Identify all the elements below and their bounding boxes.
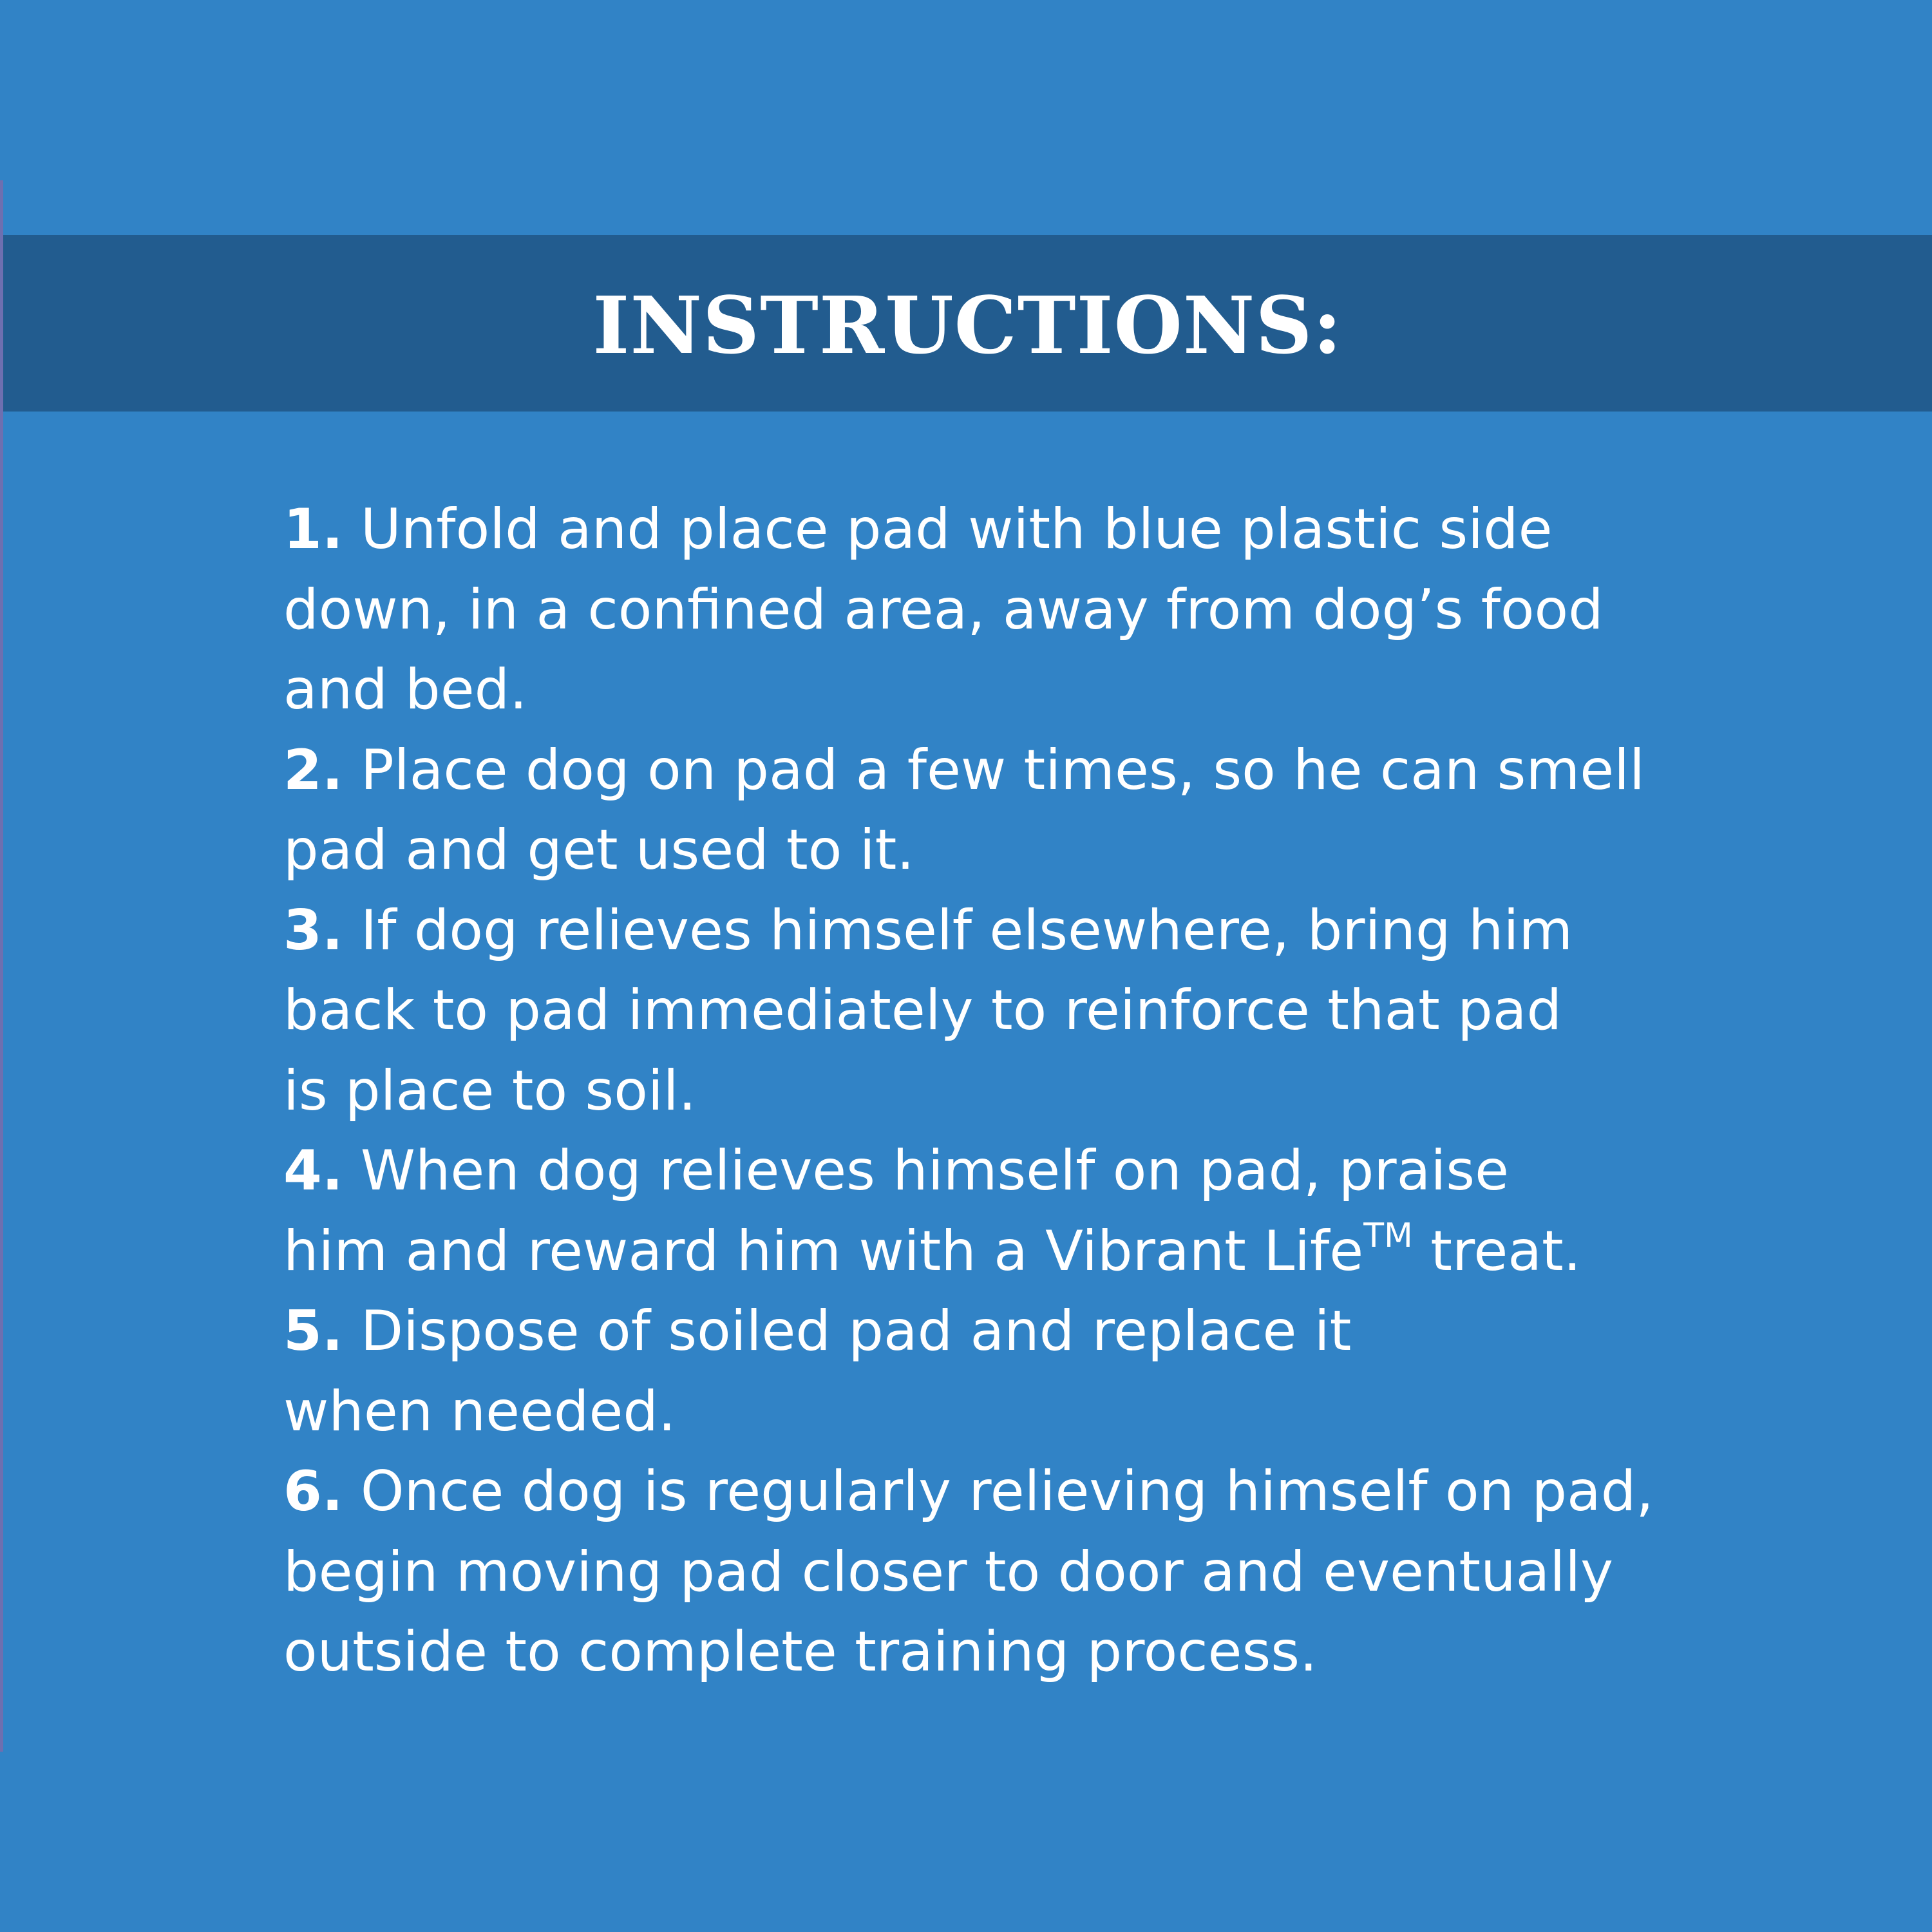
step-5-number: 5. xyxy=(283,1299,343,1363)
step-3-line-1 xyxy=(283,891,1700,971)
step-4-text-2: him and reward him with a Vibrant Life xyxy=(283,1218,1364,1283)
step-3-text-1: If dog relieves himself elsewhere, bring him xyxy=(360,898,1573,963)
header-band xyxy=(3,235,1932,412)
step-4-text-3: treat. xyxy=(1430,1218,1582,1283)
trademark-mark: TM xyxy=(1363,1216,1413,1255)
left-edge-line xyxy=(0,180,3,1752)
step-3-line-2: back to pad immediately to reinforce that pad xyxy=(283,978,1562,1043)
step-6-line-3: outside to complete training process. xyxy=(283,1620,1318,1684)
step-6-line-2: begin moving pad closer to door and eventually xyxy=(283,1539,1614,1604)
step-5-line-1 xyxy=(283,1291,1700,1372)
step-1-line-2: down, in a confined area, away from dog’s food xyxy=(283,577,1604,642)
step-5-text-1: Dispose of soiled pad and replace it xyxy=(360,1299,1352,1363)
instruction-list xyxy=(283,489,1700,1692)
step-2-line-1 xyxy=(283,730,1700,811)
step-3-line-3: is place to soil. xyxy=(283,1058,696,1123)
step-5-line-2: when needed. xyxy=(283,1379,676,1444)
step-1-number: 1. xyxy=(283,497,343,562)
step-1-line-3: and bed. xyxy=(283,658,527,722)
step-1-line-1 xyxy=(283,489,1700,570)
step-3-number: 3. xyxy=(283,898,343,963)
page-title: INSTRUCTIONS: xyxy=(592,279,1343,372)
step-6-line-1 xyxy=(283,1452,1700,1532)
step-2-text-1: Place dog on pad a few times, so he can smell xyxy=(360,737,1645,802)
step-4-line-2 xyxy=(283,1211,1700,1292)
step-2-line-2: pad and get used to it. xyxy=(283,818,914,882)
step-4-line-1 xyxy=(283,1131,1700,1211)
step-6-number: 6. xyxy=(283,1459,343,1524)
step-1-text-1: Unfold and place pad with blue plastic side xyxy=(360,497,1553,562)
step-4-number: 4. xyxy=(283,1139,343,1203)
step-2-number: 2. xyxy=(283,737,343,802)
step-6-text-1: Once dog is regularly relieving himself on pad, xyxy=(360,1459,1654,1524)
step-4-text-1: When dog relieves himself on pad, praise xyxy=(360,1139,1509,1203)
